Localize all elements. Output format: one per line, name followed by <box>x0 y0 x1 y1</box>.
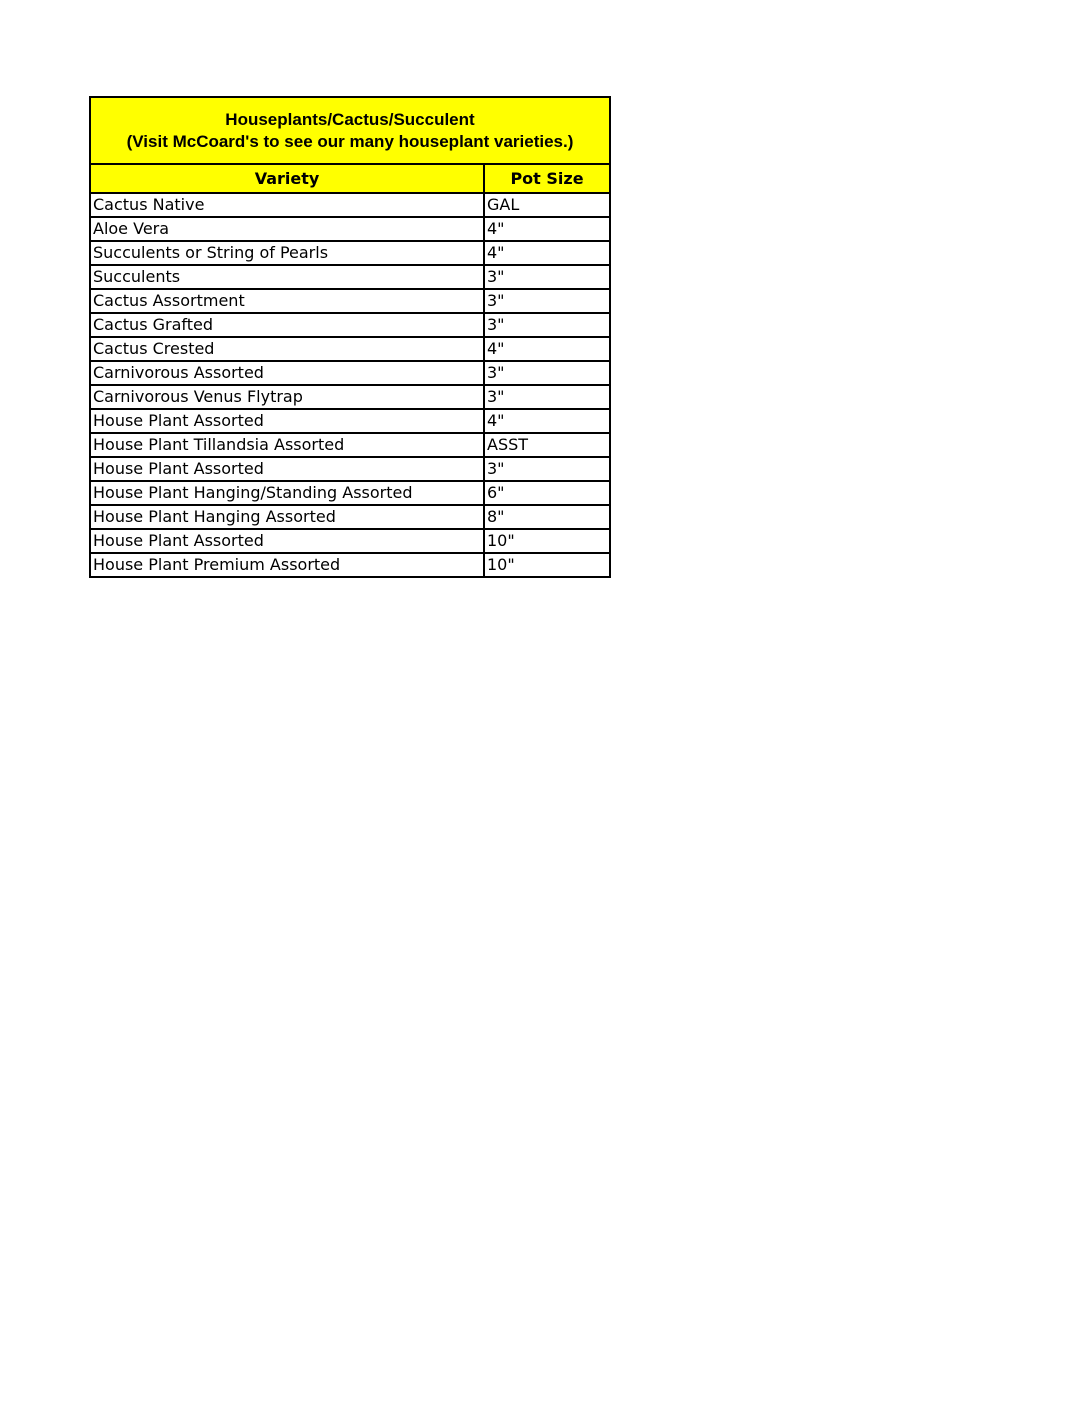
pot-size-cell: 8" <box>484 505 609 529</box>
pot-size-cell: 3" <box>484 361 609 385</box>
variety-cell: House Plant Hanging/Standing Assorted <box>91 481 484 505</box>
table-row <box>91 337 609 361</box>
variety-cell: Cactus Assortment <box>91 289 484 313</box>
table-title-block <box>91 98 609 165</box>
table-row <box>91 241 609 265</box>
pot-size-cell: ASST <box>484 433 609 457</box>
pot-size-cell: 6" <box>484 481 609 505</box>
variety-cell: House Plant Tillandsia Assorted <box>91 433 484 457</box>
table-row <box>91 505 609 529</box>
table-row <box>91 361 609 385</box>
pot-size-cell: 4" <box>484 217 609 241</box>
pot-size-cell: 4" <box>484 409 609 433</box>
table-row <box>91 409 609 433</box>
variety-table <box>91 165 609 576</box>
column-header-pot-size: Pot Size <box>484 165 609 193</box>
table-row <box>91 217 609 241</box>
pot-size-cell: 3" <box>484 385 609 409</box>
column-header-variety: Variety <box>91 165 484 193</box>
table-subtitle: (Visit McCoard's to see our many houseplant varieties.) <box>126 131 574 151</box>
pot-size-cell: 3" <box>484 265 609 289</box>
table-row <box>91 529 609 553</box>
variety-cell: Cactus Crested <box>91 337 484 361</box>
table-row <box>91 481 609 505</box>
pot-size-cell: 3" <box>484 457 609 481</box>
pot-size-cell: 3" <box>484 289 609 313</box>
houseplant-table <box>89 96 611 578</box>
variety-cell: House Plant Assorted <box>91 457 484 481</box>
variety-cell: House Plant Hanging Assorted <box>91 505 484 529</box>
table-row <box>91 313 609 337</box>
variety-cell: Succulents or String of Pearls <box>91 241 484 265</box>
variety-cell: Carnivorous Venus Flytrap <box>91 385 484 409</box>
pot-size-cell: 10" <box>484 553 609 576</box>
table-row <box>91 457 609 481</box>
pot-size-cell: 10" <box>484 529 609 553</box>
variety-cell: Cactus Grafted <box>91 313 484 337</box>
pot-size-cell: 3" <box>484 313 609 337</box>
table-row <box>91 193 609 217</box>
table-row <box>91 289 609 313</box>
variety-cell: House Plant Premium Assorted <box>91 553 484 576</box>
variety-cell: Cactus Native <box>91 193 484 217</box>
table-row <box>91 433 609 457</box>
variety-cell: House Plant Assorted <box>91 529 484 553</box>
table-title: Houseplants/Cactus/Succulent <box>225 109 475 129</box>
variety-cell: House Plant Assorted <box>91 409 484 433</box>
variety-cell: Carnivorous Assorted <box>91 361 484 385</box>
pot-size-cell: 4" <box>484 337 609 361</box>
table-row <box>91 265 609 289</box>
table-row <box>91 385 609 409</box>
variety-cell: Aloe Vera <box>91 217 484 241</box>
pot-size-cell: GAL <box>484 193 609 217</box>
header-row <box>91 165 609 193</box>
pot-size-cell: 4" <box>484 241 609 265</box>
table-row <box>91 553 609 576</box>
variety-cell: Succulents <box>91 265 484 289</box>
